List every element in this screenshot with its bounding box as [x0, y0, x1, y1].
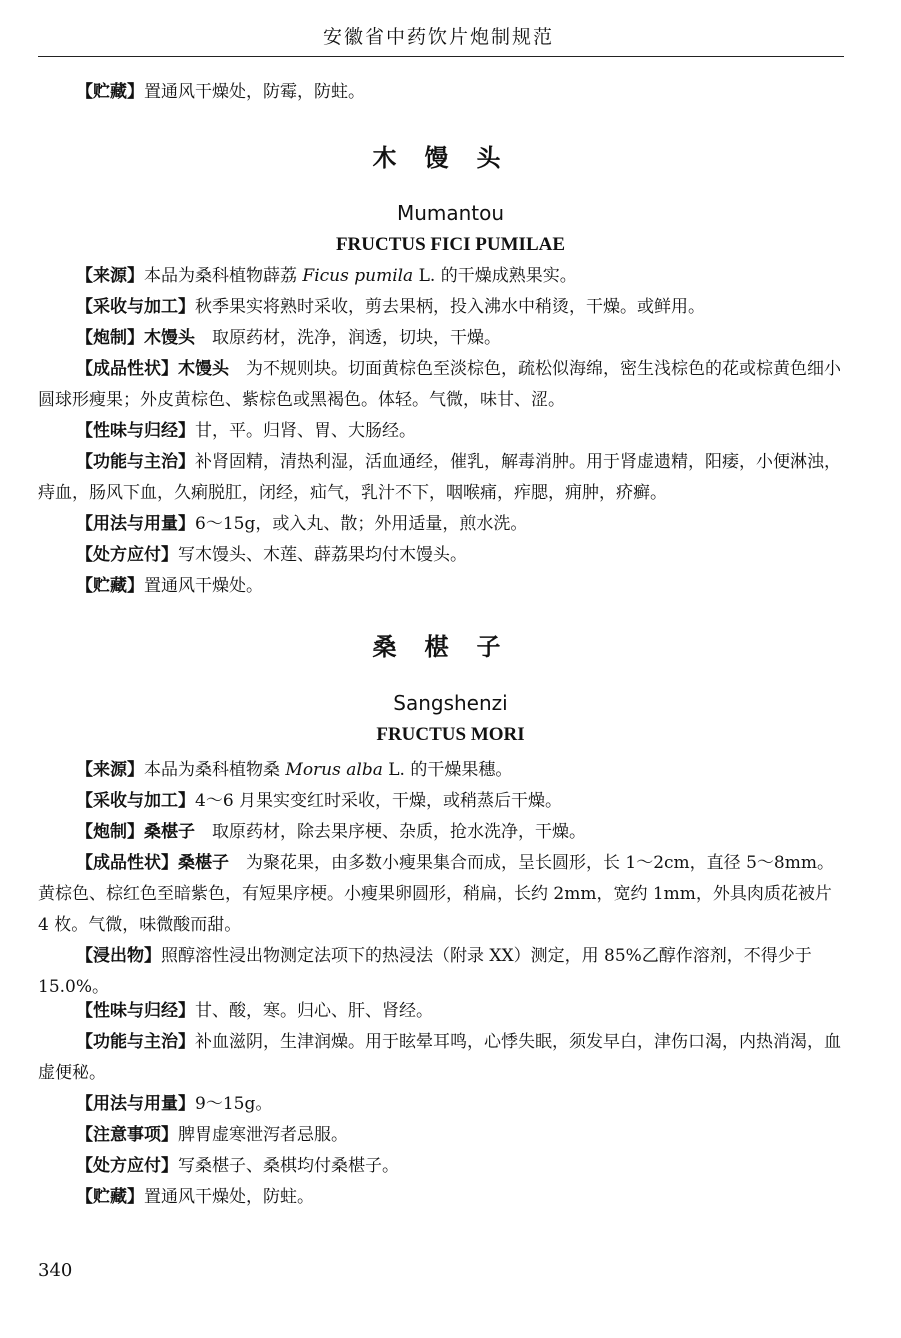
section-text: 取原药材，洗净，润透，切块，干燥。 [195, 328, 501, 348]
entry-pinyin-mumantou: Mumantou [396, 201, 505, 225]
section-text: 置通风干燥处。 [144, 576, 263, 596]
section-tag: 【贮藏】 [76, 82, 144, 102]
entry2-extract [38, 941, 844, 1003]
entry1-processing [38, 323, 844, 354]
section-text: 为聚花果，由多数小瘦果集合而成，呈长圆形，长 1～2cm，直径 5～8mm。黄棕色、棕红色至暗紫色，有短果序梗。小瘦果卵圆形，稍扁，长约 2mm，宽约 1mm，外具肉质花被片 4 枚。气微，味微酸而甜。 [38, 853, 834, 935]
entry1-dosage [38, 509, 844, 540]
section-text: 本品为桑科植物薜荔 [144, 266, 297, 286]
section-text: 补血滋阴，生津润燥。用于眩晕耳鸣，心悸失眠，须发早白，津伤口渴，内热消渴，血虚便秘。 [38, 1032, 841, 1083]
section-tag: 【注意事项】 [76, 1125, 178, 1145]
section-text: L. 的干燥成熟果实。 [413, 266, 577, 286]
entry1-harvest [38, 292, 844, 323]
section-text: 4～6 月果实变红时采收，干燥，或稍蒸后干燥。 [195, 791, 563, 811]
section-text: 脾胃虚寒泄泻者忌服。 [178, 1125, 348, 1145]
section-tag: 【处方应付】 [76, 1156, 178, 1176]
entry2-storage [38, 1182, 844, 1213]
section-term: 桑椹子 [178, 853, 229, 873]
entry-latin-sangshenzi: FRUCTUS MORI [376, 724, 525, 745]
entry2-dosage [38, 1089, 844, 1120]
species-name: Ficus pumila [302, 266, 414, 286]
section-tag: 【炮制】 [76, 328, 144, 348]
entry2-caution [38, 1120, 844, 1151]
entry2-source [38, 755, 844, 786]
section-text: 为不规则块。切面黄棕色至淡棕色，疏松似海绵，密生浅棕色的花或棕黄色细小圆球形瘦果；外皮黄棕色、紫棕色或黑褐色。体轻。气微，味甘、涩。 [38, 359, 841, 410]
section-text: L. 的干燥果穗。 [382, 760, 513, 780]
section-tag: 【性味与归经】 [76, 421, 195, 441]
section-tag: 【功能与主治】 [76, 1032, 195, 1052]
section-text: 置通风干燥处，防蛀。 [144, 1187, 314, 1207]
section-tag: 【来源】 [76, 760, 144, 780]
page-number: 340 [38, 1260, 73, 1281]
section-text: 甘、酸，寒。归心、肝、肾经。 [195, 1001, 433, 1021]
running-header [38, 0, 844, 57]
section-text: 秋季果实将熟时采收，剪去果柄，投入沸水中稍烫，干燥。或鲜用。 [195, 297, 705, 317]
header-title: 安徽省中药饮片炮制规范 [322, 26, 554, 48]
section-text: 本品为桑科植物桑 [144, 760, 280, 780]
section-text: 补肾固精，清热利湿，活血通经，催乳，解毒消肿。用于肾虚遗精，阳痿，小便淋浊，痔血，肠风下血，久痢脱肛，闭经，疝气，乳汁不下，咽喉痛，痄腮，痈肿，疥癣。 [38, 452, 841, 503]
entry1-nature [38, 416, 844, 447]
section-tag: 【贮藏】 [76, 1187, 144, 1207]
entry1-source [38, 261, 844, 292]
entry2-function [38, 1027, 844, 1089]
section-tag: 【炮制】 [76, 822, 144, 842]
section-text: 写桑椹子、桑棋均付桑椹子。 [178, 1156, 399, 1176]
entry-pinyin-sangshenzi: Sangshenzi [393, 691, 508, 715]
section-text: 取原药材，除去果序梗、杂质，抢水洗净，干燥。 [195, 822, 586, 842]
section-text: 6～15g，或入丸、散；外用适量，煎水洗。 [195, 514, 528, 534]
entry-title-mumantou: 木馒头 [372, 144, 529, 172]
top-storage-line [38, 77, 844, 108]
entry1-storage [38, 571, 844, 602]
section-tag: 【采收与加工】 [76, 791, 195, 811]
section-text: 照醇溶性浸出物测定法项下的热浸法（附录 XX）测定，用 85%乙醇作溶剂，不得少于 15.0%。 [38, 946, 812, 997]
section-tag: 【成品性状】 [76, 359, 178, 379]
entry2-harvest [38, 786, 844, 817]
section-tag: 【性味与归经】 [76, 1001, 195, 1021]
section-term: 木馒头 [144, 328, 195, 348]
entry1-prescription [38, 540, 844, 571]
entry2-prescription [38, 1151, 844, 1182]
entry2-processing [38, 817, 844, 848]
entry-title-sangshenzi: 桑椹子 [372, 633, 529, 661]
entry-latin-mumantou: FRUCTUS FICI PUMILAE [335, 234, 566, 255]
section-text: 甘，平。归肾、胃、大肠经。 [195, 421, 416, 441]
entry2-nature [38, 996, 844, 1027]
section-tag: 【来源】 [76, 266, 144, 286]
section-text: 置通风干燥处，防霉，防蛀。 [144, 82, 365, 102]
section-tag: 【采收与加工】 [76, 297, 195, 317]
section-tag: 【功能与主治】 [76, 452, 195, 472]
section-tag: 【成品性状】 [76, 853, 178, 873]
section-tag: 【用法与用量】 [76, 514, 195, 534]
section-term: 桑椹子 [144, 822, 195, 842]
entry1-function [38, 447, 844, 509]
entry2-appearance [38, 848, 844, 941]
section-tag: 【贮藏】 [76, 576, 144, 596]
entry1-appearance [38, 354, 844, 416]
section-tag: 【处方应付】 [76, 545, 178, 565]
species-name: Morus alba [285, 760, 383, 780]
section-term: 木馒头 [178, 359, 229, 379]
section-text: 写木馒头、木莲、薜荔果均付木馒头。 [178, 545, 467, 565]
section-tag: 【浸出物】 [76, 946, 161, 966]
section-tag: 【用法与用量】 [76, 1094, 195, 1114]
section-text: 9～15g。 [195, 1094, 273, 1114]
